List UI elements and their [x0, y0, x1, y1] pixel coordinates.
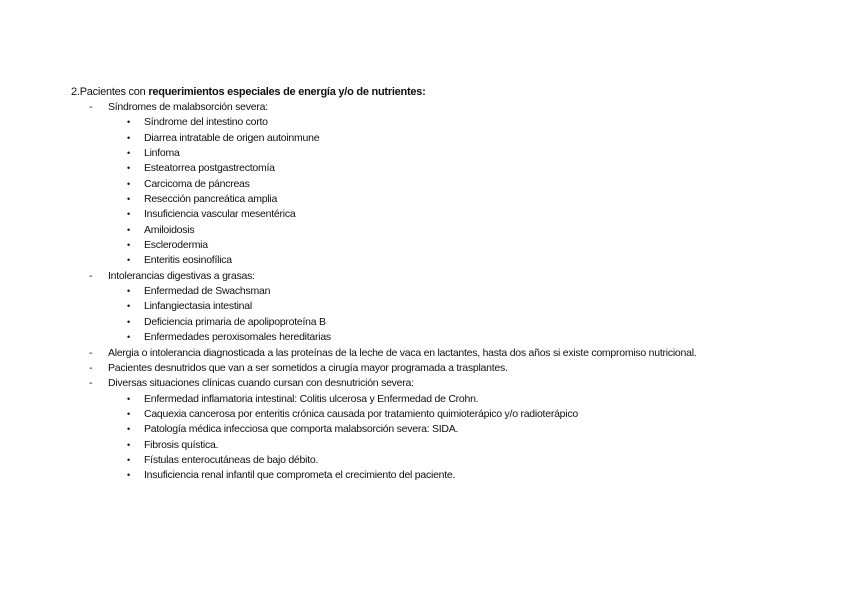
bullet-marker: •: [127, 163, 130, 174]
group-header: [0, 269, 848, 284]
group-header: [0, 346, 848, 361]
list-item-text: Linfangiectasia intestinal: [144, 300, 252, 313]
bullet-marker: •: [127, 255, 130, 266]
list-item: [0, 438, 848, 453]
dash-marker: -: [89, 377, 93, 390]
dash-marker: -: [89, 346, 93, 359]
list-item: [0, 468, 848, 483]
list-item-text: Patología médica infecciosa que comporta malabsorción severa: SIDA.: [144, 423, 459, 436]
list-item-text: Amiloidosis: [144, 223, 195, 236]
bullet-marker: •: [127, 117, 130, 128]
list-item-text: Esteatorrea postgastrectomía: [144, 162, 275, 175]
bullet-marker: •: [127, 454, 130, 465]
list-item: [0, 284, 848, 299]
bullet-marker: •: [127, 301, 130, 312]
dash-marker: -: [89, 269, 93, 282]
section-heading: [71, 85, 426, 100]
list-item-text: Esclerodermia: [144, 239, 208, 252]
bullet-marker: •: [127, 148, 130, 159]
list-item-text: Enteritis eosinofílica: [144, 254, 232, 267]
group-header: [0, 376, 848, 391]
list-item: [0, 115, 848, 130]
bullet-marker: •: [127, 316, 130, 327]
bullet-marker: •: [127, 224, 130, 235]
list-item-text: Enfermedad inflamatoria intestinal: Colitis ulcerosa y Enfermedad de Crohn.: [144, 392, 479, 405]
group-label: Diversas situaciones clínicas cuando cursan con desnutrición severa:: [108, 377, 414, 390]
list-item-text: Deficiencia primaria de apolipoproteína B: [144, 315, 326, 328]
list-item: [0, 315, 848, 330]
bullet-marker: •: [127, 408, 130, 419]
list-item: [0, 177, 848, 192]
list-item-text: Insuficiencia vascular mesentérica: [144, 208, 296, 221]
list-item: [0, 131, 848, 146]
list-item: [0, 207, 848, 222]
section-number: 2.: [71, 86, 80, 98]
bullet-marker: •: [127, 332, 130, 343]
bullet-marker: •: [127, 194, 130, 205]
list-item: [0, 146, 848, 161]
list-item-text: Caquexia cancerosa por enteritis crónica causada por tratamiento quimioterápico y/o radioterápico: [144, 407, 578, 420]
dash-marker: -: [89, 361, 93, 374]
list-item: [0, 392, 848, 407]
list-item-text: Enfermedades peroxisomales hereditarias: [144, 331, 331, 344]
list-item-text: Enfermedad de Swachsman: [144, 285, 271, 298]
list-item: [0, 453, 848, 468]
list-item: [0, 299, 848, 314]
bullet-marker: •: [127, 240, 130, 251]
list-item-text: Carcicoma de páncreas: [144, 177, 250, 190]
bullet-marker: •: [127, 178, 130, 189]
group-label: Intolerancias digestivas a grasas:: [108, 269, 255, 282]
list-item: [0, 238, 848, 253]
bullet-marker: •: [127, 286, 130, 297]
bullet-marker: •: [127, 393, 130, 404]
dash-marker: -: [89, 101, 93, 113]
list-item-text: Síndrome del intestino corto: [144, 116, 268, 129]
list-item-text: Linfoma: [144, 147, 180, 160]
list-item: [0, 253, 848, 268]
section-title-normal: Pacientes con: [79, 86, 149, 98]
list-item: [0, 223, 848, 238]
bullet-marker: •: [127, 209, 130, 220]
list-item: [0, 192, 848, 207]
list-item-text: Diarrea intratable de origen autoinmune: [144, 131, 320, 144]
bullet-marker: •: [127, 439, 130, 450]
requirements-list: [0, 100, 848, 484]
list-item-text: Fístulas enterocutáneas de bajo débito.: [144, 453, 319, 466]
group-header: [0, 100, 848, 115]
list-item-text: Resección pancreática amplia: [144, 193, 278, 206]
bullet-marker: •: [127, 132, 130, 143]
group-label: Síndromes de malabsorción severa:: [108, 101, 268, 113]
list-item: [0, 422, 848, 437]
list-item-text: Insuficiencia renal infantil que comprometa el crecimiento del paciente.: [144, 469, 456, 482]
list-item-text: Fibrosis quística.: [144, 438, 219, 451]
group-label: Pacientes desnutridos que van a ser sometidos a cirugía mayor programada a trasplantes.: [108, 361, 508, 374]
bullet-marker: •: [127, 470, 130, 481]
section-title-bold: requerimientos especiales de energía y/o de nutrientes:: [148, 86, 426, 98]
list-item: [0, 330, 848, 345]
list-item: [0, 161, 848, 176]
list-item: [0, 407, 848, 422]
bullet-marker: •: [127, 424, 130, 435]
group-label: Alergia o intolerancia diagnosticada a las proteínas de la leche de vaca en lactantes, hasta dos años si existe compromiso nutricional.: [108, 346, 697, 359]
group-header: [0, 361, 848, 376]
